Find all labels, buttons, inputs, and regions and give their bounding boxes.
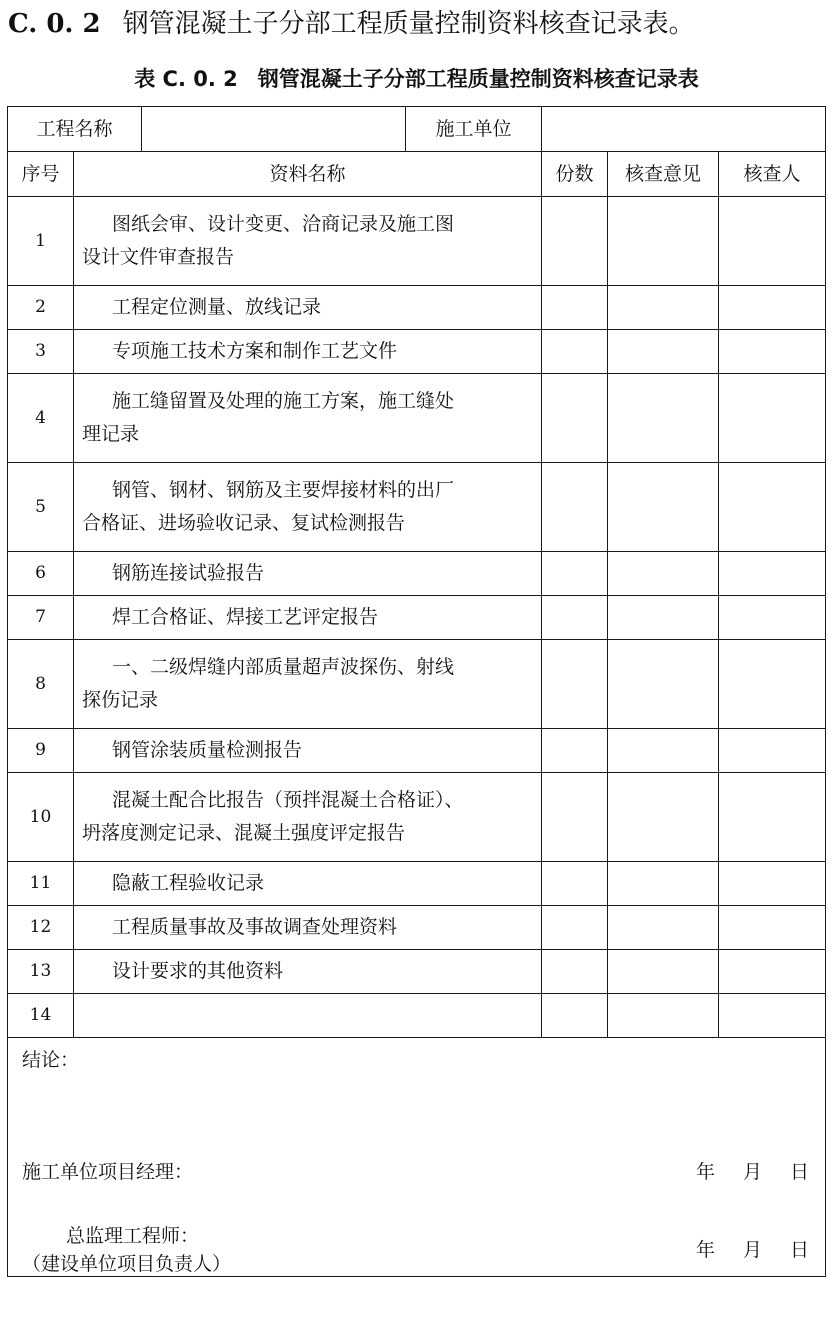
row-opinion-cell[interactable] [608,552,719,596]
table-row [8,862,826,906]
chief-supervisor-label: 总监理工程师： [66,1225,200,1247]
owner-representative-label: （建设单位项目负责人） [22,1253,232,1275]
project-manager-label: 施工单位项目经理： [22,1161,194,1183]
table-caption [0,62,833,96]
row-opinion-cell[interactable] [608,729,719,773]
row-seq: 8 [8,640,74,729]
date-label-2: 年 月 日 [695,1239,810,1261]
row-opinion-cell[interactable] [608,950,719,994]
row-copies-cell[interactable] [542,596,608,640]
record-table [7,106,826,1277]
row-opinion-cell[interactable] [608,862,719,906]
row-seq: 7 [8,596,74,640]
row-document-name [74,906,542,950]
section-number: C. 0. 2 [8,9,101,39]
row-opinion-cell[interactable] [608,773,719,862]
document-name-line: 混凝土配合比报告（预拌混凝土合格证）、 [112,789,464,811]
row-seq: 1 [8,197,74,286]
table-row [8,950,826,994]
table-row [8,463,826,552]
document-name-line: 探伤记录 [82,689,159,711]
row-checker-cell[interactable] [719,906,826,950]
table-row [8,729,826,773]
row-seq: 3 [8,330,74,374]
row-checker-cell[interactable] [719,729,826,773]
contractor-value[interactable] [542,107,826,152]
row-document-name [74,552,542,596]
row-document-name [74,994,542,1038]
section-heading [8,4,828,44]
document-name-line: 工程质量事故及事故调查处理资料 [112,916,398,938]
row-document-name [74,862,542,906]
row-document-name [74,463,542,552]
table-row [8,197,826,286]
row-opinion-cell[interactable] [608,994,719,1038]
row-checker-cell[interactable] [719,330,826,374]
header-checker: 核查人 [719,152,826,197]
table-row [8,330,826,374]
row-opinion-cell[interactable] [608,463,719,552]
document-name-line: 专项施工技术方案和制作工艺文件 [112,340,398,362]
row-copies-cell[interactable] [542,994,608,1038]
row-document-name [74,374,542,463]
row-checker-cell[interactable] [719,374,826,463]
row-seq: 2 [8,286,74,330]
table-row [8,374,826,463]
row-copies-cell[interactable] [542,552,608,596]
row-seq: 9 [8,729,74,773]
row-opinion-cell[interactable] [608,197,719,286]
table-row [8,906,826,950]
document-name-line: 钢管涂装质量检测报告 [112,739,303,761]
row-copies-cell[interactable] [542,729,608,773]
row-document-name [74,197,542,286]
header-opinion: 核查意见 [608,152,719,197]
row-document-name [74,773,542,862]
row-document-name [74,729,542,773]
row-document-name [74,286,542,330]
document-name-line: 图纸会审、设计变更、洽商记录及施工图 [112,213,455,235]
row-document-name [74,950,542,994]
footer-row [8,1038,826,1277]
document-name-line: 设计要求的其他资料 [112,960,284,982]
row-checker-cell[interactable] [719,950,826,994]
document-name-line: 隐蔽工程验收记录 [112,872,265,894]
table-row [8,596,826,640]
document-name-line: 设计文件审查报告 [82,246,235,268]
row-copies-cell[interactable] [542,640,608,729]
row-opinion-cell[interactable] [608,374,719,463]
header-name: 资料名称 [74,152,542,197]
document-name-line: 焊工合格证、焊接工艺评定报告 [112,606,379,628]
row-checker-cell[interactable] [719,596,826,640]
table-row [8,552,826,596]
row-seq: 12 [8,906,74,950]
section-title: 钢管混凝土子分部工程质量控制资料核查记录表。 [122,9,695,39]
row-opinion-cell[interactable] [608,286,719,330]
row-seq: 11 [8,862,74,906]
project-name-value[interactable] [142,107,406,152]
row-copies-cell[interactable] [542,862,608,906]
row-checker-cell[interactable] [719,862,826,906]
conclusion-label: 结论： [22,1049,80,1071]
conclusion-section [8,1038,826,1277]
project-row [8,107,826,152]
row-copies-cell[interactable] [542,286,608,330]
document-name-line: 坍落度测定记录、混凝土强度评定报告 [82,822,406,844]
document-name-line: 理记录 [82,423,140,445]
row-checker-cell[interactable] [719,552,826,596]
row-checker-cell[interactable] [719,773,826,862]
row-seq: 13 [8,950,74,994]
row-copies-cell[interactable] [542,197,608,286]
header-copies: 份数 [542,152,608,197]
row-checker-cell[interactable] [719,197,826,286]
row-seq: 10 [8,773,74,862]
table-row [8,286,826,330]
document-name-line: 合格证、进场验收记录、复试检测报告 [82,512,406,534]
document-name-line: 钢管、钢材、钢筋及主要焊接材料的出厂 [112,479,455,501]
date-label-1: 年 月 日 [695,1161,810,1183]
row-checker-cell[interactable] [719,463,826,552]
header-row [8,152,826,197]
row-document-name [74,596,542,640]
row-copies-cell[interactable] [542,330,608,374]
row-seq: 14 [8,994,74,1038]
row-copies-cell[interactable] [542,463,608,552]
row-checker-cell[interactable] [719,286,826,330]
row-seq: 6 [8,552,74,596]
row-copies-cell[interactable] [542,773,608,862]
table-number: 表 C. 0. 2 [134,67,238,91]
row-copies-cell[interactable] [542,950,608,994]
row-checker-cell[interactable] [719,640,826,729]
row-opinion-cell[interactable] [608,906,719,950]
row-copies-cell[interactable] [542,906,608,950]
row-seq: 5 [8,463,74,552]
header-seq: 序号 [8,152,74,197]
table-row [8,994,826,1038]
table-row [8,640,826,729]
row-opinion-cell[interactable] [608,330,719,374]
project-name-label: 工程名称 [8,107,142,152]
document-name-line: 工程定位测量、放线记录 [112,296,322,318]
row-opinion-cell[interactable] [608,640,719,729]
document-name-line: 一、二级焊缝内部质量超声波探伤、射线 [112,656,455,678]
document-name-line: 钢筋连接试验报告 [112,562,265,584]
row-document-name [74,330,542,374]
table-row [8,773,826,862]
document-name-line: 施工缝留置及处理的施工方案，施工缝处 [112,390,455,412]
contractor-label: 施工单位 [406,107,542,152]
table-title: 钢管混凝土子分部工程质量控制资料核查记录表 [257,67,699,91]
row-document-name [74,640,542,729]
row-opinion-cell[interactable] [608,596,719,640]
row-copies-cell[interactable] [542,374,608,463]
row-checker-cell[interactable] [719,994,826,1038]
row-seq: 4 [8,374,74,463]
